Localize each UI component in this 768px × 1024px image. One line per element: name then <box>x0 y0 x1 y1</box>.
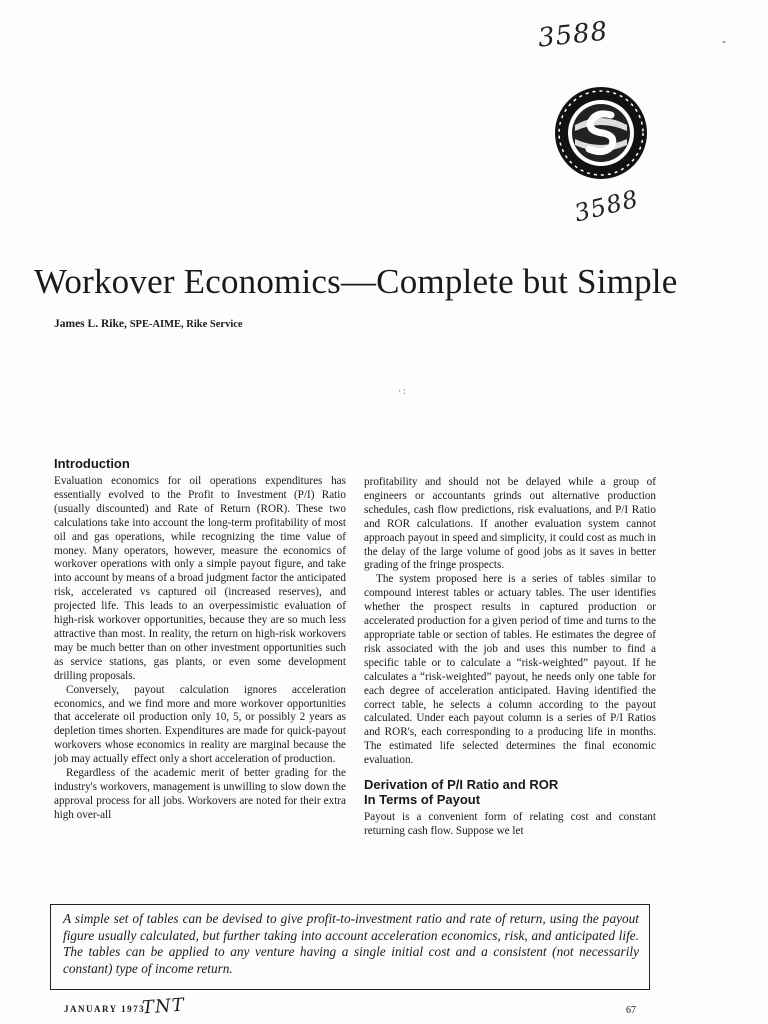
section-heading-derivation <box>364 777 656 807</box>
section-heading-line: In Terms of Payout <box>364 792 481 808</box>
section-heading-line: Derivation of P/I Ratio and ROR <box>364 777 559 793</box>
section-heading-introduction: Introduction <box>54 456 130 471</box>
page-number: 67 <box>626 1005 636 1016</box>
paragraph: Payout is a convenient form of relating cost and constant returning cash flow. Suppose we let <box>364 811 656 837</box>
article-title: Workover Economics—Complete but Simple <box>34 262 678 301</box>
right-column <box>364 476 656 839</box>
handwritten-number-top: 3588 <box>536 16 610 54</box>
paragraph: The system proposed here is a series of tables similar to compound interest tables or actuary tables. The user identifies whether the prospect results in captured production or accelerated production for a given period of time and turns to the appropriate table or section of tables. He estimates the degree of risk associated with the job and uses this number to find a specific table or to calculate a “risk-weighted” payout. If he calculates a “risk-weighted” payout, he needs only one table for each degree of acceleration anticipated. Having identified the correct table, he selects a column according to the payout calculated. Under each payout column is a series of P/I Ratios and ROR's, each corresponding to a producing life in months. The estimated life selected determines the final economic evaluation. <box>364 573 656 767</box>
paragraph: Evaluation economics for oil operations expenditures has essentially evolved to the Profit to Investment (P/I) Ratio (usually discounted) and Rate of Return (ROR). These two calculations take into account the long-term profitability of most oil and gas operations, while recognizing the time value of money. Many operators, however, measure the economics of workover operations with only a simple payout figure, and take into account by means of a broad judgment factor the anticipated risk, accelerated vs captured oil (increased reserves), and projected life. This leads to an overpessimistic evaluation of high-risk workover opportunities, because they are so much less attractive than most. In reality, the return on high-risk workovers may be much better than on other investment opportunities such as service stations, gas plants, or even some development drilling proposals. <box>54 475 346 682</box>
paragraph: Conversely, payout calculation ignores acceleration economics, and we find more and more workover opportunities that accelerate oil production only 10, 5, or possibly 2 years as depletion times shorten. Expenditures are made for quick-payout workovers whose economics in reality are marginal because the job may actually effect only a short acceleration of production. <box>54 683 346 766</box>
left-column <box>54 456 346 823</box>
author-affiliation: SPE-AIME, Rike Service <box>129 319 243 330</box>
footer-date: JANUARY 1973 <box>64 1004 146 1014</box>
author-name: James L. Rike, <box>54 318 127 330</box>
paragraph: profitability and should not be delayed while a group of engineers or accountants grinds out alternative production schedules, cash flow predictions, risk evaluations, and P/I Ratio and ROR calculations. If another evaluation system cannot approach payout in speed and simplicity, it could cost as much in the delay of the large volume of good jobs as it saves in better grading of the fringe prospects. <box>364 476 656 572</box>
print-speck: · : <box>398 386 406 396</box>
handwritten-footer-mark: TNT <box>141 994 186 1019</box>
corner-mark: - <box>722 34 726 48</box>
paragraph: Regardless of the academic merit of better grading for the industry's workovers, management is unwilling to slow down the approval process for all jobs. Workovers are noted for their extra high over-all <box>54 767 346 821</box>
spe-logo-seal <box>553 85 649 181</box>
author-line <box>54 318 243 330</box>
abstract-box: A simple set of tables can be devised to give profit-to-investment ratio and rate of return, using the payout figure usually calculated, but further taking into account acceleration economics, risk, and anticipated life. The tables can be applied to any venture having a single initial cost and a consistent (not necessarily constant) type of income return. <box>50 904 650 990</box>
handwritten-number-mid: 3588 <box>571 184 642 228</box>
